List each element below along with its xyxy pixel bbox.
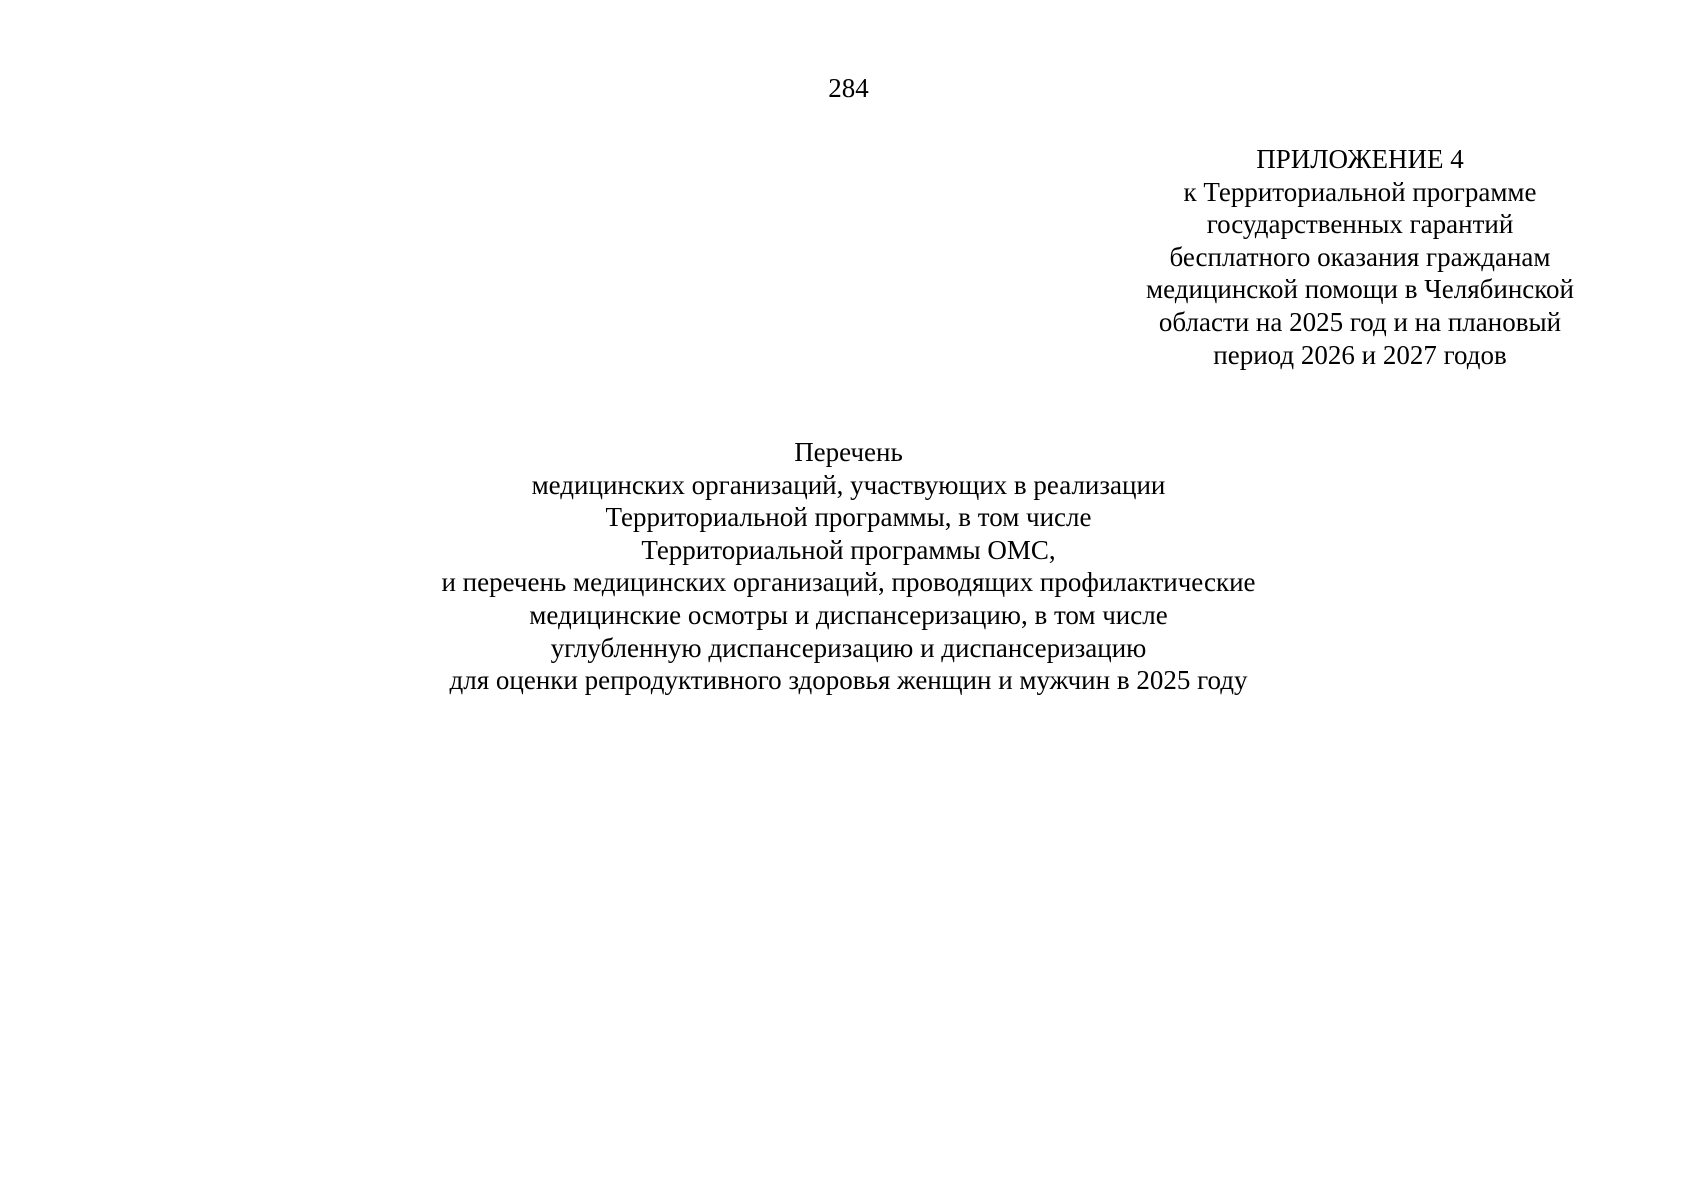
page-number: 284	[828, 73, 869, 103]
document-title	[0, 436, 1697, 697]
title-line: медицинских организаций, участвующих в реализации	[531, 469, 1166, 500]
title-line: углубленную диспансеризацию и диспансеризацию	[550, 632, 1147, 663]
title-line: для оценки репродуктивного здоровья женщин и мужчин в 2025 году	[449, 665, 1248, 696]
appendix-line: государственных гарантий	[1206, 209, 1514, 240]
appendix-line: бесплатного оказания гражданам	[1169, 241, 1551, 272]
title-line: Территориальной программы, в том числе	[605, 502, 1092, 533]
title-line: и перечень медицинских организаций, проводящих профилактические	[441, 567, 1256, 598]
appendix-line: период 2026 и 2027 годов	[1213, 339, 1507, 370]
title-line: Территориальной программы ОМС,	[641, 534, 1056, 565]
appendix-line: медицинской помощи в Челябинской	[1146, 274, 1574, 305]
appendix-header	[1080, 143, 1640, 371]
title-line: Перечень	[794, 437, 903, 467]
appendix-line: к Территориальной программе	[1183, 176, 1537, 207]
appendix-line: области на 2025 год и на плановый	[1158, 306, 1562, 337]
appendix-line: ПРИЛОЖЕНИЕ 4	[1256, 144, 1464, 174]
title-line: медицинские осмотры и диспансеризацию, в том числе	[529, 599, 1168, 630]
